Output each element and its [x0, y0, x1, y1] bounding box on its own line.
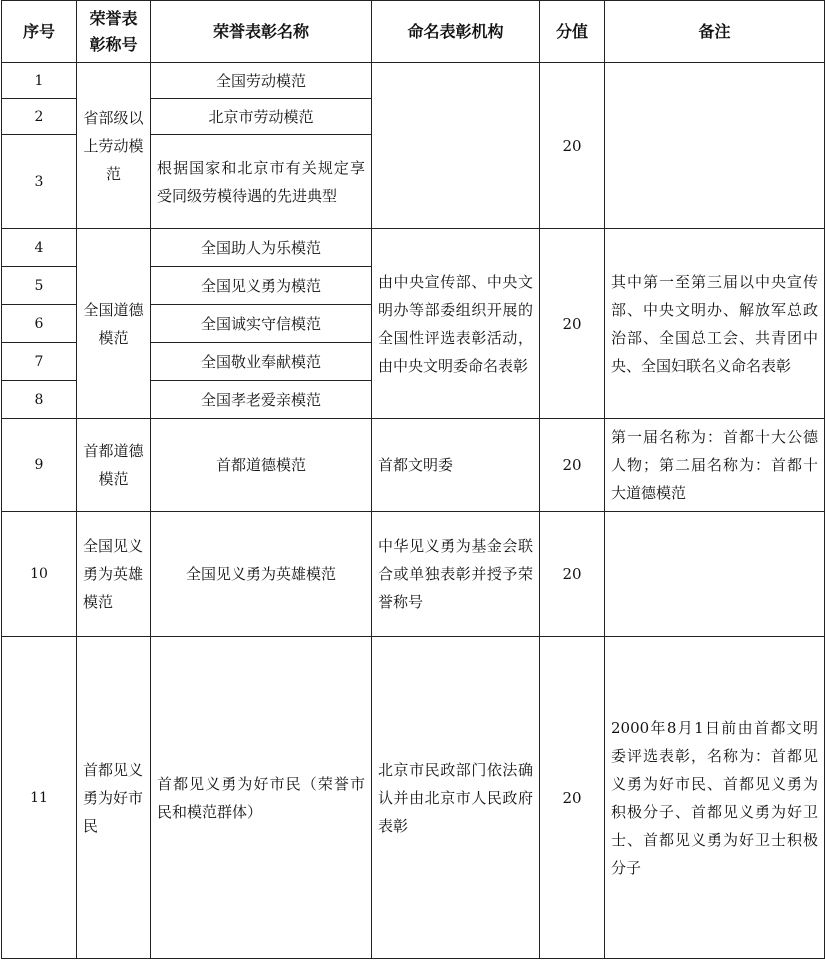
table-row	[2, 637, 825, 959]
name-cell: 根据国家和北京市有关规定享受同级劳模待遇的先进典型	[151, 135, 372, 229]
name-cell: 全国见义勇为英雄模范	[151, 512, 372, 637]
name-cell: 全国劳动模范	[151, 63, 372, 99]
name-cell: 全国见义勇为模范	[151, 267, 372, 305]
score-cell: 20	[540, 63, 605, 229]
table-row	[2, 63, 825, 99]
seq-cell: 7	[2, 343, 77, 381]
seq-cell: 6	[2, 305, 77, 343]
seq-cell: 9	[2, 419, 77, 512]
score-cell: 20	[540, 419, 605, 512]
org-cell: 中华见义勇为基金会联合或单独表彰并授予荣誉称号	[372, 512, 540, 637]
header-seq: 序号	[2, 1, 77, 63]
honors-table	[1, 0, 825, 959]
seq-cell: 8	[2, 381, 77, 419]
category-cell: 全国见义勇为英雄模范	[77, 512, 151, 637]
header-row	[2, 1, 825, 63]
note-cell: 其中第一至第三届以中央宣传部、中央文明办、解放军总政治部、全国总工会、共青团中央、全国妇联名义命名表彰	[605, 229, 825, 419]
org-cell: 首都文明委	[372, 419, 540, 512]
note-cell: 2000年8月1日前由首都文明委评选表彰，名称为：首都见义勇为好市民、首都见义勇为积极分子、首都见义勇为好卫士、首都见义勇为好卫士积极分子	[605, 637, 825, 959]
table-row	[2, 229, 825, 267]
category-cell: 首都道德模范	[77, 419, 151, 512]
score-cell: 20	[540, 512, 605, 637]
header-name: 荣誉表彰名称	[151, 1, 372, 63]
note-cell	[605, 512, 825, 637]
seq-cell: 3	[2, 135, 77, 229]
table-row	[2, 512, 825, 637]
category-cell: 首都见义勇为好市民	[77, 637, 151, 959]
seq-cell: 2	[2, 99, 77, 135]
category-cell: 省部级以上劳动模范	[77, 63, 151, 229]
header-score: 分值	[540, 1, 605, 63]
org-cell: 北京市民政部门依法确认并由北京市人民政府表彰	[372, 637, 540, 959]
header-category: 荣誉表彰称号	[77, 1, 151, 63]
org-cell: 由中央宣传部、中央文明办等部委组织开展的全国性评选表彰活动，由中央文明委命名表彰	[372, 229, 540, 419]
seq-cell: 1	[2, 63, 77, 99]
name-cell: 全国诚实守信模范	[151, 305, 372, 343]
score-cell: 20	[540, 229, 605, 419]
name-cell: 全国助人为乐模范	[151, 229, 372, 267]
category-cell: 全国道德模范	[77, 229, 151, 419]
note-cell	[605, 63, 825, 229]
header-org: 命名表彰机构	[372, 1, 540, 63]
name-cell: 全国孝老爱亲模范	[151, 381, 372, 419]
seq-cell: 11	[2, 637, 77, 959]
table-row	[2, 419, 825, 512]
seq-cell: 5	[2, 267, 77, 305]
score-cell: 20	[540, 637, 605, 959]
header-note: 备注	[605, 1, 825, 63]
seq-cell: 4	[2, 229, 77, 267]
seq-cell: 10	[2, 512, 77, 637]
note-cell: 第一届名称为：首都十大公德人物；第二届名称为：首都十大道德模范	[605, 419, 825, 512]
name-cell: 全国敬业奉献模范	[151, 343, 372, 381]
org-cell	[372, 63, 540, 229]
name-cell: 北京市劳动模范	[151, 99, 372, 135]
name-cell: 首都见义勇为好市民（荣誉市民和模范群体）	[151, 637, 372, 959]
name-cell: 首都道德模范	[151, 419, 372, 512]
